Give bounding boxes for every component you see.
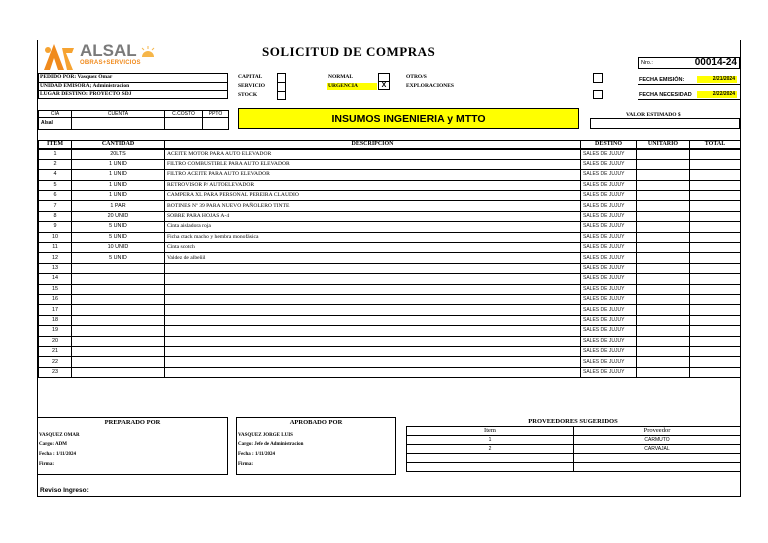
cantidad-cell bbox=[72, 336, 165, 346]
table-row bbox=[39, 253, 741, 263]
preparado-title: PREPARADO POR bbox=[104, 419, 161, 426]
destino-cell: SALES DE JUJUY bbox=[581, 294, 637, 304]
header-total: TOTAL bbox=[690, 141, 741, 149]
descripcion-cell bbox=[165, 305, 581, 315]
capital-label: CAPITAL bbox=[238, 74, 263, 80]
cantidad-cell: 20LTS bbox=[72, 149, 165, 160]
cantidad-cell: 5 UNID bbox=[72, 253, 165, 263]
item-cell: 21 bbox=[39, 346, 72, 356]
prov-row bbox=[407, 454, 741, 463]
descripcion-cell: Valdez de albeñil bbox=[165, 253, 581, 263]
ppto-label: PPTO bbox=[203, 111, 229, 118]
total-cell[interactable] bbox=[690, 326, 741, 336]
unitario-cell[interactable] bbox=[637, 211, 690, 221]
cantidad-cell bbox=[72, 346, 165, 356]
info-box bbox=[38, 73, 228, 99]
unitario-cell[interactable] bbox=[637, 180, 690, 190]
descripcion-cell bbox=[165, 294, 581, 304]
prov-row-item bbox=[407, 454, 574, 463]
table-row bbox=[39, 149, 741, 160]
sun-icon bbox=[140, 46, 156, 58]
ccosto-label: C.COSTO bbox=[165, 111, 203, 118]
prov-row-item: 2 bbox=[407, 445, 574, 454]
destino-cell: SALES DE JUJUY bbox=[581, 346, 637, 356]
total-cell[interactable] bbox=[690, 274, 741, 284]
reviso-ingreso: Reviso Ingreso: bbox=[40, 487, 89, 494]
preparado-name: VASQUEZ OMAR bbox=[39, 433, 80, 438]
cuenta-value[interactable] bbox=[72, 118, 165, 130]
fecha-emision-underline bbox=[638, 84, 740, 85]
item-cell: 11 bbox=[39, 243, 72, 253]
prov-row bbox=[407, 463, 741, 472]
valor-estimado-box[interactable] bbox=[590, 119, 740, 129]
total-cell[interactable] bbox=[690, 180, 741, 190]
descripcion-cell: Cinta scotch bbox=[165, 243, 581, 253]
descripcion-cell: Cinta aisladora roja bbox=[165, 222, 581, 232]
destino-cell: SALES DE JUJUY bbox=[581, 274, 637, 284]
unitario-cell[interactable] bbox=[637, 336, 690, 346]
lugar-destino: LUGAR DESTINO: PROYECTO SDJ bbox=[40, 91, 132, 97]
destino-cell: SALES DE JUJUY bbox=[581, 336, 637, 346]
prov-row bbox=[407, 436, 741, 445]
cantidad-cell bbox=[72, 263, 165, 273]
unitario-cell[interactable] bbox=[637, 201, 690, 211]
descripcion-cell: FILTRO COMBUSTIBLE PARA AUTO ELEVADOR bbox=[165, 159, 581, 169]
item-cell: 16 bbox=[39, 294, 72, 304]
preparado-box bbox=[38, 417, 228, 475]
item-cell: 12 bbox=[39, 253, 72, 263]
cantidad-cell: 1 UNID bbox=[72, 191, 165, 201]
descripcion-cell bbox=[165, 263, 581, 273]
table-row bbox=[39, 263, 741, 273]
item-cell: 13 bbox=[39, 263, 72, 273]
unitario-cell[interactable] bbox=[637, 263, 690, 273]
items-table bbox=[38, 140, 741, 378]
total-cell[interactable] bbox=[690, 357, 741, 367]
table-row bbox=[39, 243, 741, 253]
item-cell: 6 bbox=[39, 191, 72, 201]
total-cell[interactable] bbox=[690, 149, 741, 160]
destino-cell: SALES DE JUJUY bbox=[581, 170, 637, 180]
prov-row-proveedor bbox=[574, 454, 741, 463]
descripcion-cell bbox=[165, 367, 581, 377]
destino-cell: SALES DE JUJUY bbox=[581, 201, 637, 211]
table-row bbox=[39, 336, 741, 346]
total-cell[interactable] bbox=[690, 243, 741, 253]
total-cell[interactable] bbox=[690, 305, 741, 315]
unitario-cell[interactable] bbox=[637, 159, 690, 169]
proveedores-table bbox=[406, 426, 741, 472]
destino-cell: SALES DE JUJUY bbox=[581, 243, 637, 253]
table-row bbox=[39, 201, 741, 211]
cantidad-cell bbox=[72, 367, 165, 377]
header-item: ITEM bbox=[39, 141, 72, 149]
total-cell[interactable] bbox=[690, 253, 741, 263]
cantidad-cell bbox=[72, 294, 165, 304]
unidad-emisora: UNIDAD EMISORA; Administracion bbox=[40, 83, 130, 89]
aprobado-box bbox=[236, 417, 396, 475]
total-cell[interactable] bbox=[690, 294, 741, 304]
descripcion-cell bbox=[165, 315, 581, 325]
table-row bbox=[39, 284, 741, 294]
table-row bbox=[39, 315, 741, 325]
cost-table bbox=[38, 110, 229, 130]
aprobado-title: APROBADO POR bbox=[289, 419, 343, 426]
unitario-cell[interactable] bbox=[637, 294, 690, 304]
total-cell[interactable] bbox=[690, 201, 741, 211]
items-header-row bbox=[39, 141, 741, 149]
header-cantidad: CANTIDAD bbox=[72, 141, 165, 149]
total-cell[interactable] bbox=[690, 315, 741, 325]
capital-checkbox[interactable] bbox=[277, 73, 286, 100]
ppto-value[interactable] bbox=[203, 118, 229, 130]
descripcion-cell bbox=[165, 274, 581, 284]
pedido-por: PEDIDO POR: Vasquez Omar bbox=[40, 74, 113, 80]
exploraciones-checkbox[interactable] bbox=[593, 90, 603, 99]
aprobado-fecha: Fecha : 1/11/2024 bbox=[238, 452, 275, 457]
total-cell[interactable] bbox=[690, 232, 741, 242]
total-cell[interactable] bbox=[690, 263, 741, 273]
logo-mark-icon bbox=[40, 42, 76, 72]
descripcion-cell: CAMPERA XL PARA PERSONAL PEREIRA CLAUDIO bbox=[165, 191, 581, 201]
cantidad-cell bbox=[72, 274, 165, 284]
destino-cell: SALES DE JUJUY bbox=[581, 222, 637, 232]
prov-item-header: Item bbox=[407, 427, 574, 436]
cuenta-label: CUENTA bbox=[72, 111, 165, 118]
table-row bbox=[39, 191, 741, 201]
cia-value: Alsal bbox=[39, 118, 72, 130]
unitario-cell[interactable] bbox=[637, 346, 690, 356]
total-cell[interactable] bbox=[690, 211, 741, 221]
total-cell[interactable] bbox=[690, 191, 741, 201]
unitario-cell[interactable] bbox=[637, 315, 690, 325]
item-cell: 10 bbox=[39, 232, 72, 242]
frame-bottom-line bbox=[37, 496, 741, 497]
prov-row-proveedor bbox=[574, 463, 741, 472]
category-banner-text: INSUMOS INGENIERIA y MTTO bbox=[331, 112, 486, 125]
item-cell: 23 bbox=[39, 367, 72, 377]
cantidad-cell: 5 UNID bbox=[72, 222, 165, 232]
unitario-cell[interactable] bbox=[637, 149, 690, 160]
category-banner bbox=[238, 108, 579, 129]
proveedores-title: PROVEEDORES SUGERIDOS bbox=[528, 418, 618, 425]
unitario-cell[interactable] bbox=[637, 243, 690, 253]
item-cell: 8 bbox=[39, 211, 72, 221]
cantidad-cell: 1 UNID bbox=[72, 180, 165, 190]
descripcion-cell: SOBRE PARA HOJAS A-4 bbox=[165, 211, 581, 221]
preparado-cargo: Cargo: ADM bbox=[39, 442, 67, 447]
cantidad-cell: 10 UNID bbox=[72, 243, 165, 253]
exploraciones-label: EXPLORACIONES bbox=[406, 83, 454, 89]
prov-row bbox=[407, 445, 741, 454]
item-cell: 7 bbox=[39, 201, 72, 211]
destino-cell: SALES DE JUJUY bbox=[581, 253, 637, 263]
ccosto-value[interactable] bbox=[165, 118, 203, 130]
descripcion-cell bbox=[165, 336, 581, 346]
company-name: ALSAL bbox=[80, 41, 137, 60]
table-row bbox=[39, 346, 741, 356]
cantidad-cell bbox=[72, 305, 165, 315]
item-cell: 15 bbox=[39, 284, 72, 294]
unitario-cell[interactable] bbox=[637, 170, 690, 180]
total-cell[interactable] bbox=[690, 284, 741, 294]
destino-cell: SALES DE JUJUY bbox=[581, 284, 637, 294]
item-cell: 20 bbox=[39, 336, 72, 346]
stock-label: STOCK bbox=[238, 92, 258, 98]
table-row bbox=[39, 367, 741, 377]
destino-cell: SALES DE JUJUY bbox=[581, 315, 637, 325]
total-cell[interactable] bbox=[690, 367, 741, 377]
aprobado-cargo: Cargo: Jefe de Administracion bbox=[238, 442, 304, 447]
aprobado-name: VASQUEZ JORGE LUIS bbox=[238, 433, 293, 438]
urgencia-label: URGENCIA bbox=[327, 83, 377, 90]
fecha-necesidad-value: 2/22/2024 bbox=[697, 91, 737, 98]
descripcion-cell: Ficha ctack macho y hembra monofásica bbox=[165, 232, 581, 242]
prov-row-item: 1 bbox=[407, 436, 574, 445]
unitario-cell[interactable] bbox=[637, 253, 690, 263]
descripcion-cell bbox=[165, 326, 581, 336]
destino-cell: SALES DE JUJUY bbox=[581, 263, 637, 273]
destino-cell: SALES DE JUJUY bbox=[581, 180, 637, 190]
unitario-cell[interactable] bbox=[637, 191, 690, 201]
descripcion-cell: RETROVISOR P/ AUTOELEVADOR bbox=[165, 180, 581, 190]
aprobado-firma: Firma: bbox=[238, 462, 253, 467]
descripcion-cell: FILTRO ACEITE PARA AUTO ELEVADOR bbox=[165, 170, 581, 180]
prov-row-proveedor: CARVAJAL bbox=[574, 445, 741, 454]
cantidad-cell: 5 UNID bbox=[72, 232, 165, 242]
cantidad-cell bbox=[72, 284, 165, 294]
table-row bbox=[39, 170, 741, 180]
table-row bbox=[39, 294, 741, 304]
item-cell: 4 bbox=[39, 170, 72, 180]
company-tagline: OBRAS+SERVICIOS bbox=[80, 60, 141, 66]
table-row bbox=[39, 180, 741, 190]
destino-cell: SALES DE JUJUY bbox=[581, 232, 637, 242]
fecha-emision-label: FECHA EMISIÓN: bbox=[639, 77, 685, 83]
table-row bbox=[39, 222, 741, 232]
item-cell: 22 bbox=[39, 357, 72, 367]
total-cell[interactable] bbox=[690, 336, 741, 346]
header-descripcion: DESCRIPCION bbox=[165, 141, 581, 149]
table-row bbox=[39, 159, 741, 169]
unitario-cell[interactable] bbox=[637, 367, 690, 377]
total-cell[interactable] bbox=[690, 159, 741, 169]
destino-cell: SALES DE JUJUY bbox=[581, 149, 637, 160]
unitario-cell[interactable] bbox=[637, 305, 690, 315]
preparado-firma: Firma: bbox=[39, 462, 54, 467]
table-row bbox=[39, 232, 741, 242]
destino-cell: SALES DE JUJUY bbox=[581, 159, 637, 169]
unitario-cell[interactable] bbox=[637, 326, 690, 336]
total-cell[interactable] bbox=[690, 346, 741, 356]
table-row bbox=[39, 326, 741, 336]
item-cell: 1 bbox=[39, 149, 72, 160]
cantidad-cell bbox=[72, 357, 165, 367]
normal-label: NORMAL bbox=[328, 74, 354, 80]
servicio-label: SERVICIO bbox=[238, 83, 266, 89]
fecha-emision-value: 2/21/2024 bbox=[697, 76, 737, 83]
destino-cell: SALES DE JUJUY bbox=[581, 367, 637, 377]
preparado-fecha: Fecha : 1/11/2024 bbox=[39, 452, 76, 457]
header-destino: DESTINO bbox=[581, 141, 637, 149]
urgencia-mark: X bbox=[381, 82, 387, 89]
destino-cell: SALES DE JUJUY bbox=[581, 357, 637, 367]
descripcion-cell bbox=[165, 284, 581, 294]
destino-cell: SALES DE JUJUY bbox=[581, 211, 637, 221]
company-logo bbox=[40, 42, 160, 72]
item-cell: 17 bbox=[39, 305, 72, 315]
table-row bbox=[39, 211, 741, 221]
table-row bbox=[39, 274, 741, 284]
destino-cell: SALES DE JUJUY bbox=[581, 191, 637, 201]
total-cell[interactable] bbox=[690, 170, 741, 180]
descripcion-cell: BOTINES Nº 39 PARA NUEVO PAÑOLERO TINTE bbox=[165, 201, 581, 211]
cantidad-cell: 20 UNID bbox=[72, 211, 165, 221]
nro-label: Nro.: bbox=[641, 60, 653, 66]
cantidad-cell bbox=[72, 326, 165, 336]
table-row bbox=[39, 357, 741, 367]
unitario-cell[interactable] bbox=[637, 274, 690, 284]
total-cell[interactable] bbox=[690, 222, 741, 232]
unitario-cell[interactable] bbox=[637, 222, 690, 232]
urgencia-checkbox[interactable] bbox=[378, 81, 390, 90]
cantidad-cell: 1 PAR bbox=[72, 201, 165, 211]
checkbox-sep-2 bbox=[277, 91, 286, 92]
prov-row-proveedor: CARMUTO bbox=[574, 436, 741, 445]
cantidad-cell: 1 UNID bbox=[72, 159, 165, 169]
unitario-cell[interactable] bbox=[637, 232, 690, 242]
nro-value: 00014-24 bbox=[694, 57, 737, 68]
cia-label: CIA bbox=[39, 111, 72, 118]
item-cell: 9 bbox=[39, 222, 72, 232]
destino-cell: SALES DE JUJUY bbox=[581, 305, 637, 315]
prov-proveedor-header: Proveedor bbox=[574, 427, 741, 436]
item-cell: 19 bbox=[39, 326, 72, 336]
item-cell: 5 bbox=[39, 180, 72, 190]
cantidad-cell: 1 UNID bbox=[72, 170, 165, 180]
unitario-cell[interactable] bbox=[637, 284, 690, 294]
valor-estimado-label: VALOR ESTIMADO $ bbox=[626, 112, 681, 118]
descripcion-cell bbox=[165, 357, 581, 367]
item-cell: 14 bbox=[39, 274, 72, 284]
cantidad-cell bbox=[72, 315, 165, 325]
item-cell: 18 bbox=[39, 315, 72, 325]
otros-checkbox[interactable] bbox=[593, 73, 603, 83]
unitario-cell[interactable] bbox=[637, 357, 690, 367]
descripcion-cell bbox=[165, 346, 581, 356]
otros-label: OTRO/S bbox=[406, 74, 427, 80]
table-row bbox=[39, 305, 741, 315]
destino-cell: SALES DE JUJUY bbox=[581, 326, 637, 336]
page-title: SOLICITUD DE COMPRAS bbox=[262, 44, 436, 59]
prov-row-item bbox=[407, 463, 574, 472]
descripcion-cell: ACEITE MOTOR PARA AUTO ELEVADOR bbox=[165, 149, 581, 160]
header-unitario: UNITARIO bbox=[637, 141, 690, 149]
nro-box bbox=[638, 57, 740, 69]
item-cell: 2 bbox=[39, 159, 72, 169]
checkbox-sep-1 bbox=[277, 82, 286, 83]
fecha-necesidad-label: FECHA NECESIDAD bbox=[639, 92, 692, 98]
fecha-necesidad-underline bbox=[638, 99, 740, 100]
